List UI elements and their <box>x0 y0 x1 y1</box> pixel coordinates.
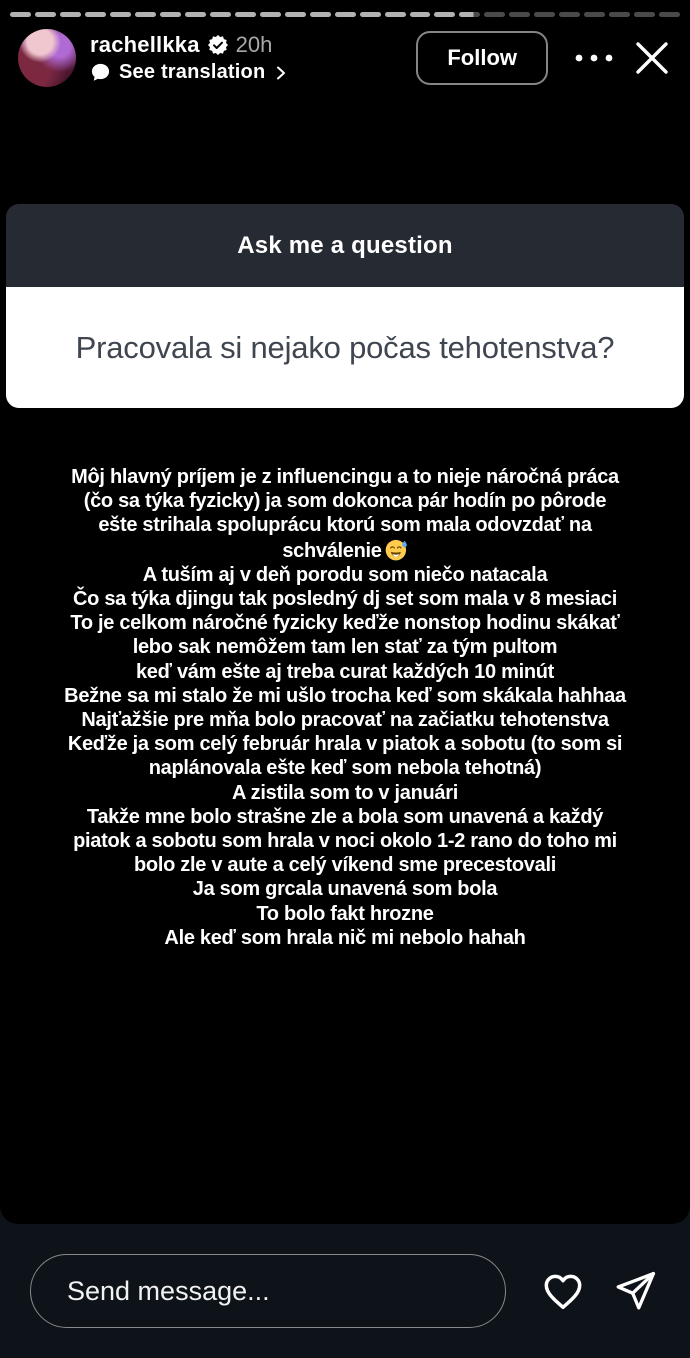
answer-line: ešte strihala spoluprácu ktorú som mala odovzdať na <box>98 514 592 537</box>
close-icon <box>629 35 675 81</box>
answer-line: lebo sak nemôžem tam len stať za tým pultom <box>132 636 558 659</box>
close-button[interactable] <box>628 34 676 82</box>
answer-line: Čo sa týka djingu tak posledný dj set som mala v 8 mesiaci <box>73 588 617 611</box>
see-translation-label: See translation <box>119 61 266 83</box>
progress-segment <box>110 12 131 17</box>
question-sticker-header <box>6 204 684 287</box>
progress-segment <box>185 12 206 17</box>
progress-segment <box>85 12 106 17</box>
answer-line: Bežne sa mi stalo že mi ušlo trocha keď som skákala hahhaa <box>64 684 626 707</box>
progress-segment <box>310 12 331 17</box>
question-sticker-body <box>6 287 684 408</box>
progress-segment <box>10 12 31 17</box>
answer-line: Môj hlavný príjem je z influencingu a to nieje náročná práca <box>71 466 619 488</box>
answer-line: piatok a sobotu som hrala v noci okolo 1-2 rano do toho mi <box>73 830 617 853</box>
progress-segment <box>35 12 56 17</box>
progress-segment <box>210 12 231 17</box>
story-timestamp: 20h <box>235 32 273 57</box>
chevron-right-icon <box>273 65 289 81</box>
see-translation[interactable] <box>90 61 289 84</box>
story-header <box>18 26 676 90</box>
follow-button[interactable]: Follow <box>416 31 548 85</box>
paper-plane-icon <box>614 1269 658 1313</box>
progress-segment <box>584 12 605 17</box>
user-info <box>90 32 289 84</box>
progress-segment <box>410 12 431 17</box>
answer-line: schválenie <box>26 538 664 563</box>
progress-segment <box>484 12 505 17</box>
share-button[interactable] <box>613 1267 660 1315</box>
composer-bar <box>0 1224 690 1358</box>
progress-segment <box>160 12 181 17</box>
answer-line: Keďže ja som celý február hrala v piatok a sobotu (to som si <box>67 733 623 756</box>
three-dots-icon <box>573 52 615 64</box>
answer-line: A zistila som to v januári <box>232 781 458 804</box>
progress-segment <box>60 12 81 17</box>
question-sticker[interactable] <box>6 204 684 408</box>
more-options-button[interactable] <box>572 36 616 80</box>
answer-line: Takže mne bolo strašne zle a bola som unavená a každý <box>86 805 604 828</box>
question-text: Pracovala si nejako počas tehotenstva? <box>75 329 615 365</box>
answer-line: To bolo fakt hrozne <box>256 902 434 925</box>
username[interactable]: rachellkka <box>90 32 200 57</box>
sweat-smile-emoji-icon <box>385 538 408 561</box>
progress-segment <box>235 12 256 17</box>
answer-line: Najťažšie pre mňa bolo pracovať na začiatku tehotenstva <box>81 709 609 732</box>
avatar[interactable] <box>18 29 76 87</box>
progress-segment <box>534 12 555 17</box>
speech-bubble-icon <box>90 62 111 83</box>
answer-line: keď vám ešte aj treba curat každých 10 minút <box>135 660 555 683</box>
story-progress-bar <box>10 12 680 17</box>
progress-segment <box>135 12 156 17</box>
progress-segment <box>509 12 530 17</box>
progress-segment <box>609 12 630 17</box>
answer-line: To je celkom náročné fyzicky keďže nonstop hodinu skákať <box>70 612 620 635</box>
send-message-input[interactable] <box>30 1254 506 1328</box>
like-button[interactable] <box>540 1267 587 1315</box>
progress-segment <box>285 12 306 17</box>
heart-icon <box>541 1269 585 1313</box>
question-sticker-title: Ask me a question <box>237 231 453 259</box>
progress-segment <box>360 12 381 17</box>
progress-segment <box>335 12 356 17</box>
progress-segment <box>634 12 655 17</box>
progress-segment <box>459 12 480 17</box>
answer-line: A tuším aj v deň porodu som niečo natacala <box>142 563 548 586</box>
answer-line: naplánovala ešte keď som nebola tehotná) <box>148 757 542 780</box>
progress-segment <box>385 12 406 17</box>
verified-badge-icon <box>208 35 228 55</box>
answer-line: (čo sa týka fyzicky) ja som dokonca pár hodín po pôrode <box>83 490 607 513</box>
progress-segment <box>260 12 281 17</box>
progress-segment <box>559 12 580 17</box>
progress-segment <box>434 12 455 17</box>
progress-segment <box>659 12 680 17</box>
answer-line: Ale keď som hrala nič mi nebolo hahah <box>164 926 526 949</box>
answer-text-block <box>0 465 690 950</box>
answer-line: bolo zle v aute a celý víkend sme precestovali <box>134 854 556 877</box>
answer-line: Ja som grcala unavená som bola <box>192 878 498 901</box>
